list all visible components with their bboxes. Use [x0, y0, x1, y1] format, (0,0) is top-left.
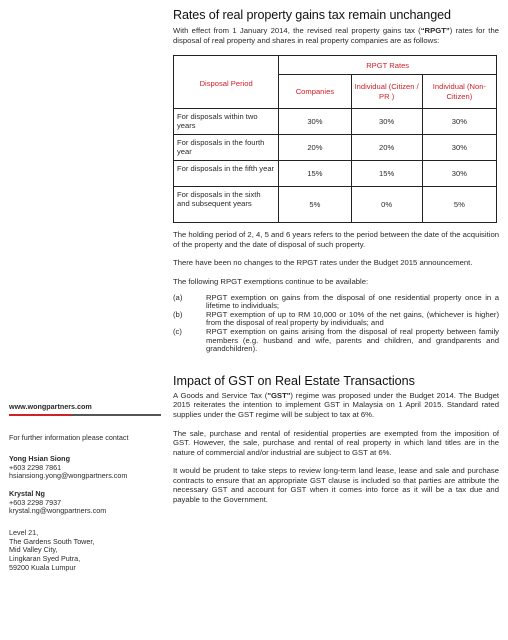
list-marker: (b) [173, 309, 183, 319]
gst-paragraph-2: The sale, purchase and rental of residential properties are exempted from the imposition of GST. However, the sale, purchase and rental of real property in which land titles are in the nature of commercial and/or industrial are subject to GST at 6%. [173, 428, 499, 457]
rpgt-intro: With effect from 1 January 2014, the revised real property gains tax (“RPGT”) rates for the disposal of real property and shares in real property companies are as follows: [173, 26, 499, 45]
cell-citizen: 15% [351, 161, 422, 187]
contact-email[interactable]: krystal.ng@wongpartners.com [9, 506, 107, 516]
table-row [174, 187, 497, 223]
sidebar-website[interactable] [9, 403, 159, 412]
list-text: RPGT exemption of up to RM 10,000 or 10% of the net gains, (whichever is higher) from the disposal of real property by individuals; and [206, 309, 499, 328]
list-item [173, 294, 499, 311]
cell-noncitizen: 30% [422, 135, 496, 161]
office-address [9, 529, 159, 573]
col-header-period: Disposal Period [174, 56, 279, 109]
cell-companies: 5% [279, 187, 351, 223]
contact-info-label: For further information please contact [9, 433, 129, 442]
col-header-companies: Companies [279, 75, 351, 109]
col-header-rpgt-rates: RPGT Rates [279, 56, 497, 75]
table-row [174, 135, 497, 161]
cell-noncitizen: 30% [422, 109, 496, 135]
section-heading-gst: Impact of GST on Real Estate Transactions [173, 373, 415, 388]
col-header-noncitizen: Individual (Non-Citizen) [422, 75, 496, 109]
address-line: Level 21, [9, 528, 39, 537]
list-marker: (a) [173, 292, 183, 302]
address-line: Mid Valley City, [9, 545, 58, 555]
cell-period: For disposals within two years [174, 109, 279, 135]
cell-period: For disposals in the sixth and subsequent years [174, 187, 279, 223]
cell-citizen: 30% [351, 109, 422, 135]
cell-citizen: 0% [351, 187, 422, 223]
contact-name: Krystal Ng [9, 489, 45, 498]
rpgt-rates-table [173, 55, 497, 223]
gst-paragraph-3: It would be prudent to take steps to review long-term land lease, lease and sale and purchase contracts to ensure that an appropriate GST clause is included so that parties are attribute the necessary GST and account for GST when it comes into force as it will be a tax due and payable to the Government. [173, 466, 499, 505]
gst-paragraph-1: A Goods and Service Tax ("GST") regime was proposed under the Budget 2014. The Budget 2015 reiterates the intention to implement GST in Malaysia on 1 April 2015. Standard rated supplies under the GST regime will be subject to tax at 6%. [173, 390, 500, 419]
contact-name: Yong Hsian Siong [9, 454, 70, 463]
website-link[interactable]: www.wongpartners.com [9, 402, 92, 411]
address-line: The Gardens South Tower, [9, 536, 95, 546]
list-item [173, 311, 499, 328]
list-marker: (c) [173, 326, 182, 336]
address-line: 59200 Kuala Lumpur [9, 562, 76, 572]
cell-companies: 15% [279, 161, 351, 187]
list-text: RPGT exemption on gains from the disposal of one residential property once in a lifetime to individuals; [206, 292, 499, 311]
cell-period: For disposals in the fourth year [174, 135, 279, 161]
table-row [174, 109, 497, 135]
section-heading-rpgt: Rates of real property gains tax remain unchanged [173, 8, 451, 22]
sidebar-divider [9, 414, 161, 416]
cell-period: For disposals in the fifth year [174, 161, 279, 187]
table-row [174, 161, 497, 187]
contact-email[interactable]: hsiansiong.yong@wongpartners.com [9, 471, 128, 481]
contact-phone: +603 2298 7937 [9, 497, 62, 507]
contact-phone: +603 2298 7861 [9, 462, 62, 472]
cell-noncitizen: 5% [422, 187, 496, 223]
holding-period-note: The holding period of 2, 4, 5 and 6 years refers to the period between the date of the acquisition of the property and the date of disposal of such property. [173, 230, 499, 249]
contact-card-2 [9, 490, 159, 516]
address-line: Lingkaran Syed Putra, [9, 554, 81, 564]
contact-card-1 [9, 455, 159, 481]
main-content [173, 8, 499, 505]
exemptions-intro: The following RPGT exemptions continue to be available: [173, 276, 369, 286]
list-text: RPGT exemption on gains arising from the disposal of real property between family members (e.g. husband and wife, parents and children, and grandparents and grandchildren). [206, 326, 499, 354]
cell-citizen: 20% [351, 135, 422, 161]
cell-noncitizen: 30% [422, 161, 496, 187]
cell-companies: 30% [279, 109, 351, 135]
cell-companies: 20% [279, 135, 351, 161]
col-header-citizen: Individual (Citizen / PR ) [351, 75, 422, 109]
no-change-note: There have been no changes to the RPGT rates under the Budget 2015 announcement. [173, 258, 473, 268]
list-item [173, 328, 499, 354]
